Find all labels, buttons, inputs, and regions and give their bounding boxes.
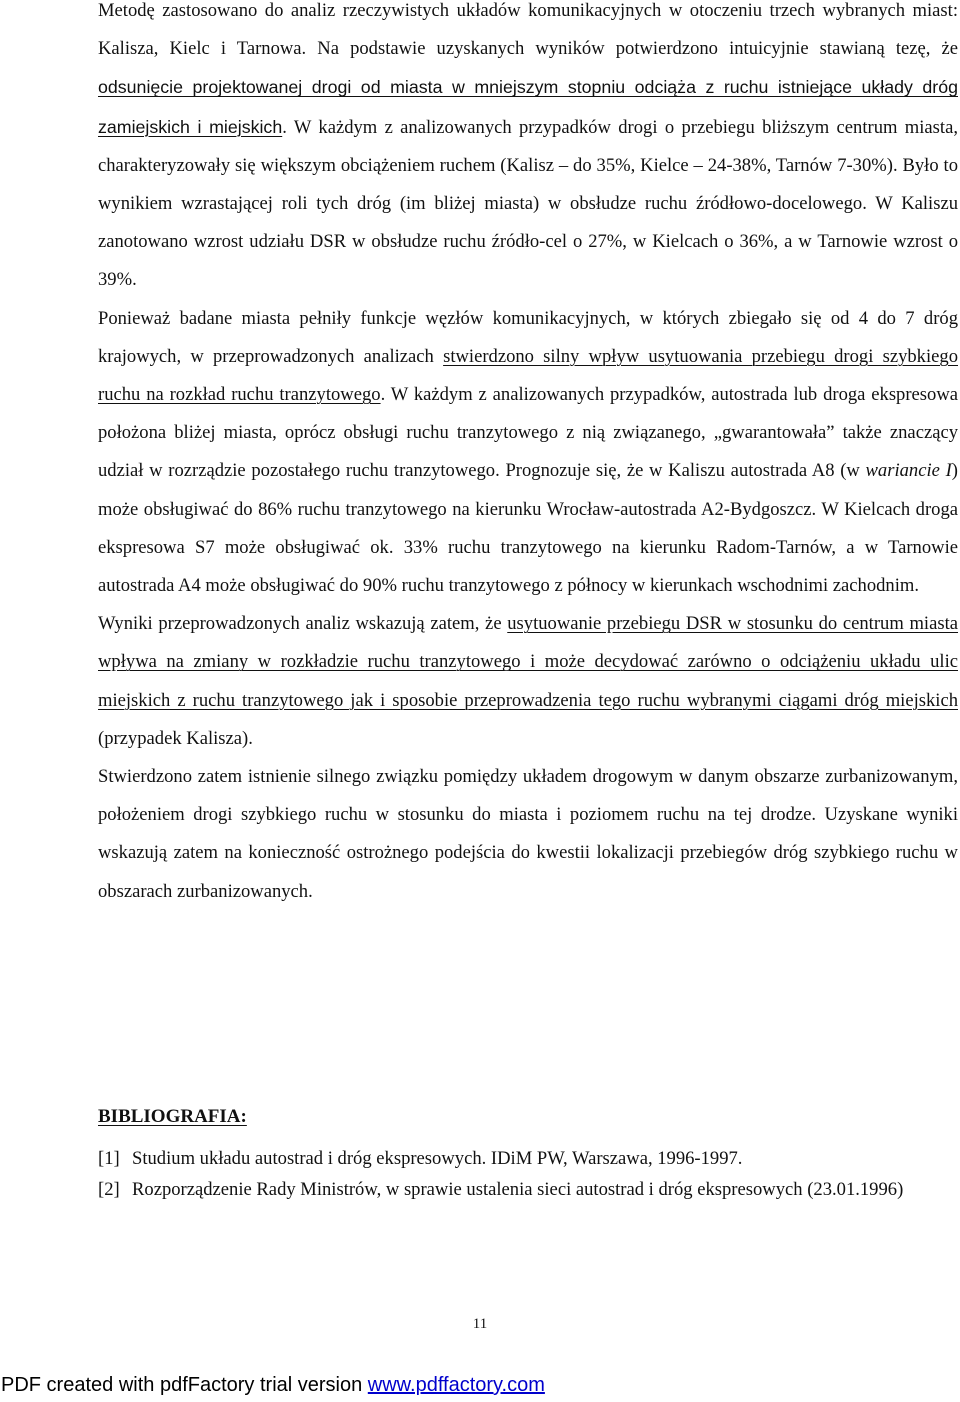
bibliography-item (98, 1177, 958, 1203)
pdf-footer-label: PDF created with pdfFactory trial version (1, 1374, 368, 1396)
paragraph-1-text-a: Metodę zastosowano do analiz rzeczywistych układów komunikacyjnych w otoczeniu trzech wybranych miast: Kalisza, Kielc i Tarnowa. Na podstawie uzyskanych wyników potwierdzono intuicyjnie stawianą tezę, że (98, 0, 958, 60)
paragraph-3-text-b: (przypadek Kalisza). (98, 727, 253, 749)
paragraph-2-italic: wariancie I (865, 460, 952, 482)
pdf-footer (0, 1374, 960, 1397)
paragraph-2-text-b: . W każdym z analizowanych przypadków, autostrada lub droga ekspresowa położona bliżej miasta, oprócz obsługi ruchu tranzytowego z nią związanego, „gwarantowała” także znaczący udział w rozrządzie pozostałego ruchu tranzytowego. Prognozuje się, że w Kaliszu autostrada A8 (w (98, 384, 959, 482)
paragraph-1 (98, 0, 958, 300)
bibliography-item-number: [1] (98, 1148, 120, 1169)
bibliography-heading: BIBLIOGRAFIA: (98, 1106, 247, 1127)
paragraph-2-text-c: ) może obsługiwać do 86% ruchu tranzytowego na kierunku Wrocław-autostrada A2-Bydgoszcz. W Kielcach droga ekspresowa S7 może obsługiwać ok. 33% ruchu tranzytowego na kierunku Radom-Tarnów, a w Tarnowie autostrada A4 może obsługiwać do 90% ruchu tranzytowego z północy w kierunkach wschodnimi zachodnim. (98, 460, 958, 597)
paragraph-2-underlined: stwierdzono silny wpływ usytuowania przebiegu drogi szybkiego ruchu na rozkład ruchu tranzytowego (98, 345, 958, 406)
paragraph-1-underlined: odsunięcie projektowanej drogi od miasta w mniejszym stopniu odciąża z ruchu istniejące układy dróg zamiejskich i miejskich (98, 77, 958, 137)
bibliography-item-text: Rozporządzenie Rady Ministrów, w sprawie ustalenia sieci autostrad i dróg ekspresowych (23.01.1996) (132, 1179, 904, 1200)
paragraph-3 (98, 605, 958, 758)
bibliography-list (98, 1146, 958, 1208)
bibliography-item-number: [2] (98, 1179, 120, 1200)
bibliography-item (98, 1146, 958, 1172)
paragraph-3-text-a: Wyniki przeprowadzonych analiz wskazują zatem, że (98, 613, 508, 635)
pdf-footer-link[interactable]: www.pdffactory.com (367, 1374, 545, 1396)
document-body (98, 0, 958, 911)
paragraph-1-text-b: . W każdym z analizowanych przypadków drogi o przebiegu bliższym centrum miasta, charakteryzowały się większym obciążeniem ruchem (Kalisz – do 35%, Kielce – 24-38%, Tarnów 7-30%). Było to wynikiem wzrastającej roli tych dróg (im bliżej miasta) w obsłudze ruchu źródłowo-docelowego. W Kaliszu zanotowano wzrost udziału DSR w obsłudze ruchu źródło-cel o 27%, w Kielcach o 36%, a w Tarnowie wzrost o 39%. (98, 116, 958, 291)
paragraph-2-text-a: Ponieważ badane miasta pełniły funkcje węzłów komunikacyjnych, w których zbiegało się od 4 do 7 dróg krajowych, w przeprowadzonych analizach (98, 307, 958, 367)
paragraph-3-underlined: usytuowanie przebiegu DSR w stosunku do centrum miasta wpływa na zmiany w rozkładzie ruchu tranzytowego i może decydować zarówno o odciążeniu układu ulic miejskich z ruchu tranzytowego jak i sposobie przeprowadzenia tego ruchu wybranymi ciągami dróg miejskich (98, 613, 959, 711)
bibliography-item-text: Studium układu autostrad i dróg ekspresowych. IDiM PW, Warszawa, 1996-1997. (132, 1148, 743, 1169)
paragraph-2 (98, 300, 958, 606)
paragraph-4-text: Stwierdzono zatem istnienie silnego związku pomiędzy układem drogowym w danym obszarze zurbanizowanym, położeniem drogi szybkiego ruchu w stosunku do miasta i poziomem ruchu na tej drodze. Uzyskane wyniki wskazują zatem na konieczność ostrożnego podejścia do kwestii lokalizacji przebiegów dróg szybkiego ruchu w obszarach zurbanizowanych. (98, 766, 958, 902)
paragraph-4 (98, 758, 958, 911)
page-number: 11 (472, 1316, 488, 1332)
